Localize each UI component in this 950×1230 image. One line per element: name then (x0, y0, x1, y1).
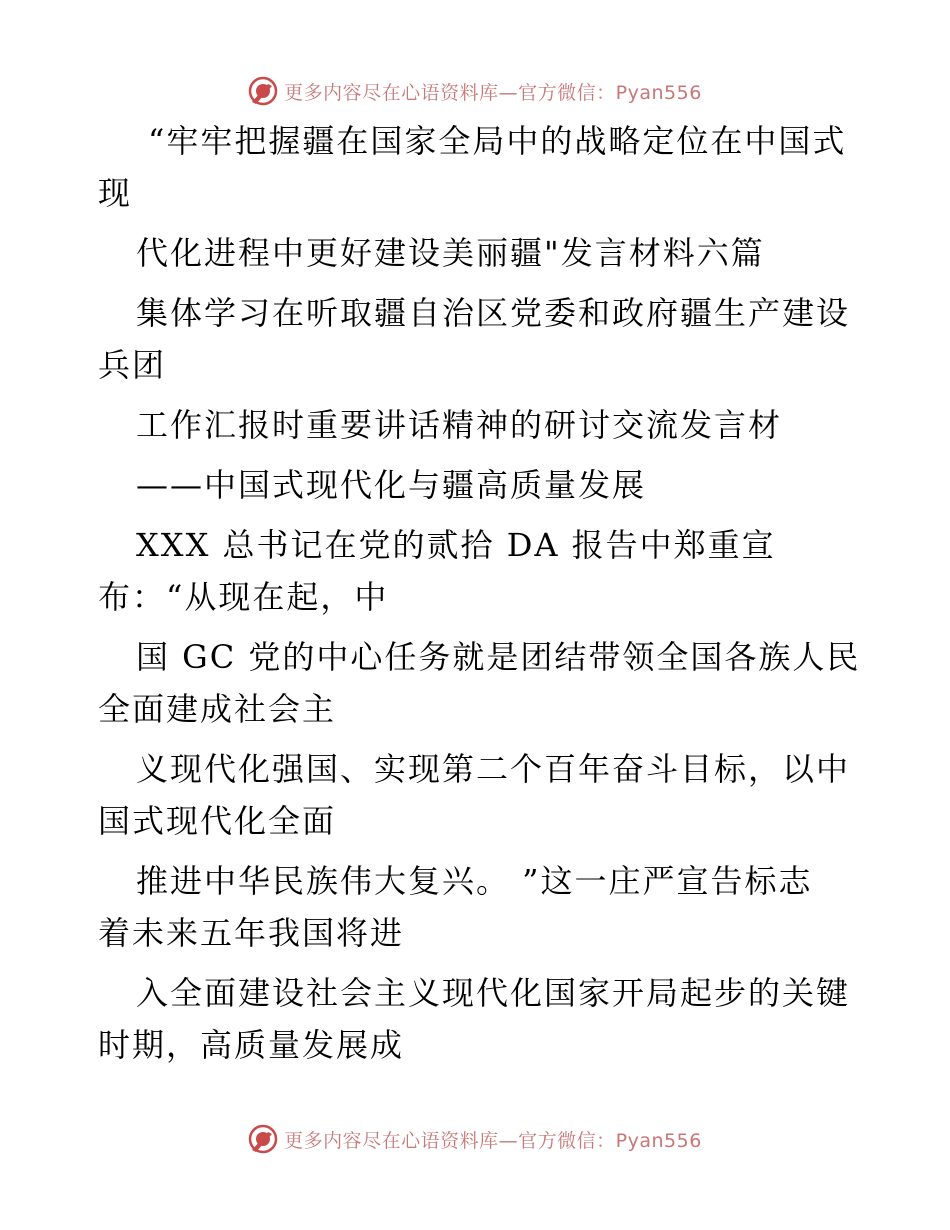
body-line: 时期，高质量发展成 (98, 1026, 405, 1064)
pen-logo-icon (248, 1124, 278, 1154)
body-line: 义现代化强国、实现第二个百年奋斗目标，以中 (136, 750, 851, 788)
body-line: XXX 总书记在党的贰拾 DA 报告中郑重宣 (136, 526, 776, 564)
header-banner-text: 更多内容尽在心语资料库—官方微信：Pyan556 (284, 81, 702, 104)
document-body (98, 122, 861, 1064)
footer-watermark (0, 1119, 950, 1159)
body-line: 国 GC 党的中心任务就是团结带领全国各族人民 (136, 638, 861, 676)
footer-banner-text: 更多内容尽在心语资料库—官方微信：Pyan556 (284, 1129, 702, 1152)
pen-logo-icon (248, 76, 278, 106)
body-line: “牢牢把握疆在国家全局中的战略定位在中国式 (148, 122, 847, 160)
body-line: 现 (98, 174, 133, 212)
body-line: 着未来五年我国将进 (98, 914, 405, 952)
body-line: 代化进程中更好建设美丽疆"发言材料六篇 (136, 234, 765, 272)
body-line: 国式现代化全面 (98, 802, 337, 840)
body-line: 兵团 (98, 346, 167, 384)
body-line: 全面建成社会主 (98, 690, 337, 728)
body-line: 集体学习在听取疆自治区党委和政府疆生产建设 (136, 294, 851, 332)
body-line: 入全面建设社会主义现代化国家开局起步的关键 (136, 974, 851, 1012)
body-line: 工作汇报时重要讲话精神的研讨交流发言材 (136, 406, 783, 444)
header-watermark (0, 71, 950, 111)
body-line: 布：“从现在起，中 (98, 578, 389, 616)
body-line: 推进中华民族伟大复兴。 ”这一庄严宣告标志 (136, 862, 813, 900)
body-line: ——中国式现代化与疆高质量发展 (136, 466, 647, 504)
